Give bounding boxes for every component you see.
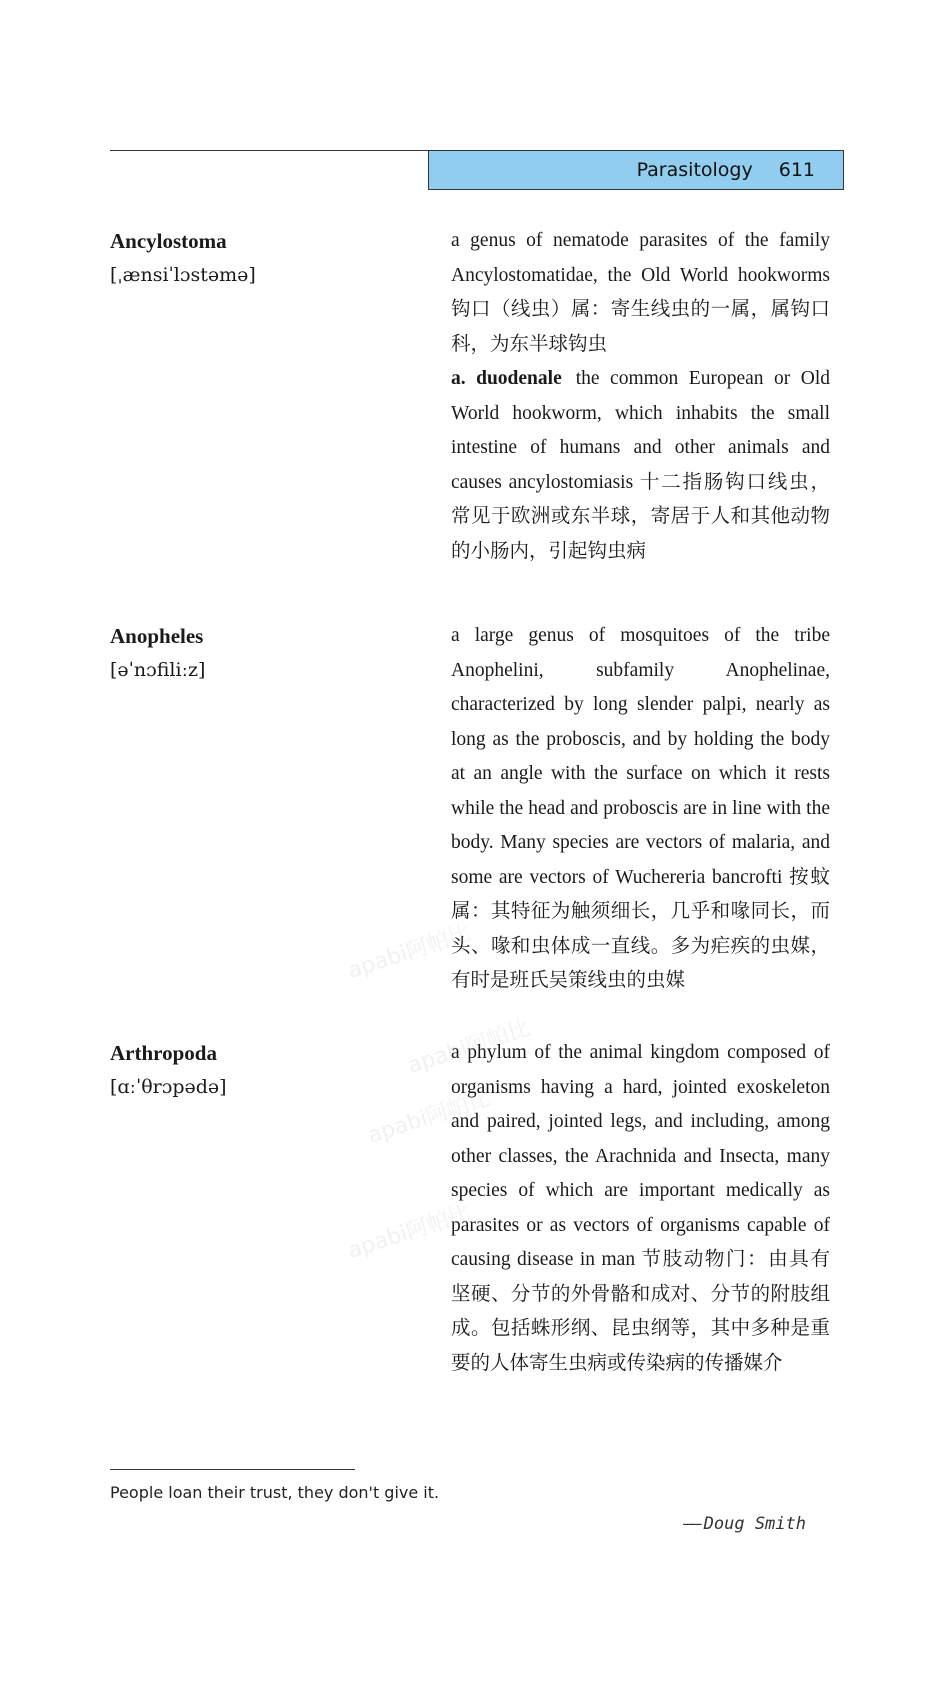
term-column [110, 1036, 410, 1104]
author-dash: —— [683, 1514, 700, 1534]
definition-column [451, 619, 830, 999]
section-title: Parasitology [636, 159, 753, 181]
sub-entry-term: a. duodenale [451, 368, 562, 389]
entry-pronunciation: [ɑːˈθrɔpədə] [110, 1076, 227, 1098]
watermark: apabi阿帕比 [404, 1015, 534, 1079]
watermark: apabi阿帕比 [344, 1200, 474, 1264]
header-rule [110, 150, 428, 151]
sub-entry [451, 362, 830, 569]
running-header [428, 150, 844, 190]
term-column [110, 619, 410, 687]
entry-definition: a genus of nematode parasites of the family Ancylostomatidae, the Old World hookworms 钩口（线虫）属：寄生线虫的一属，属钩口科，为东半球钩虫 [451, 230, 830, 355]
sub-entry-definition: the common European or Old World hookworm, which inhabits the small intestine of humans and other animals and causes ancylostomiasis 十二指肠钩口线虫，常见于欧洲或东半球，寄居于人和其他动物的小肠内，引起钩虫病 [451, 368, 830, 562]
entry-term: Arthropoda [110, 1041, 217, 1065]
entry-pronunciation: [ˌænsiˈlɔstəmə] [110, 264, 256, 286]
watermark: apabi阿帕比 [344, 920, 474, 984]
definition-column [451, 1036, 830, 1381]
definition-column [451, 224, 830, 569]
footnote-rule [110, 1469, 355, 1470]
author-name: Doug Smith [703, 1514, 806, 1534]
page-number: 611 [778, 159, 815, 181]
watermark: apabi阿帕比 [364, 1085, 494, 1149]
entry-term: Ancylostoma [110, 229, 227, 253]
term-column [110, 224, 410, 292]
quote-text: People loan their trust, they don't give it. [110, 1483, 440, 1502]
entry-definition: a phylum of the animal kingdom composed of organisms having a hard, jointed exoskeleton and paired, jointed legs, and including, among other classes, the Arachnida and Insecta, many species of which are important medically as parasites or as vectors of organisms capable of causing disease in man 节肢动物门：由具有坚硬、分节的外骨骼和成对、分节的附肢组成。包括蛛形纲、昆虫纲等，其中多种是重要的人体寄生虫病或传染病的传播媒介 [451, 1042, 830, 1374]
entry-term: Anopheles [110, 624, 204, 648]
entry-definition: a large genus of mosquitoes of the tribe Anophelini, subfamily Anophelinae, characterized by long slender palpi, nearly as long as the proboscis, and by holding the body at an angle with the surface on which it rests while the head and proboscis are in line with the body. Many species are vectors of malaria, and some are vectors of Wuchereria bancrofti 按蚊属：其特征为触须细长，几乎和喙同长，而头、喙和虫体成一直线。多为疟疾的虫媒，有时是班氏吴策线虫的虫媒 [451, 625, 830, 991]
quote-author [683, 1514, 806, 1534]
entry-pronunciation: [əˈnɔfiliːz] [110, 659, 206, 681]
